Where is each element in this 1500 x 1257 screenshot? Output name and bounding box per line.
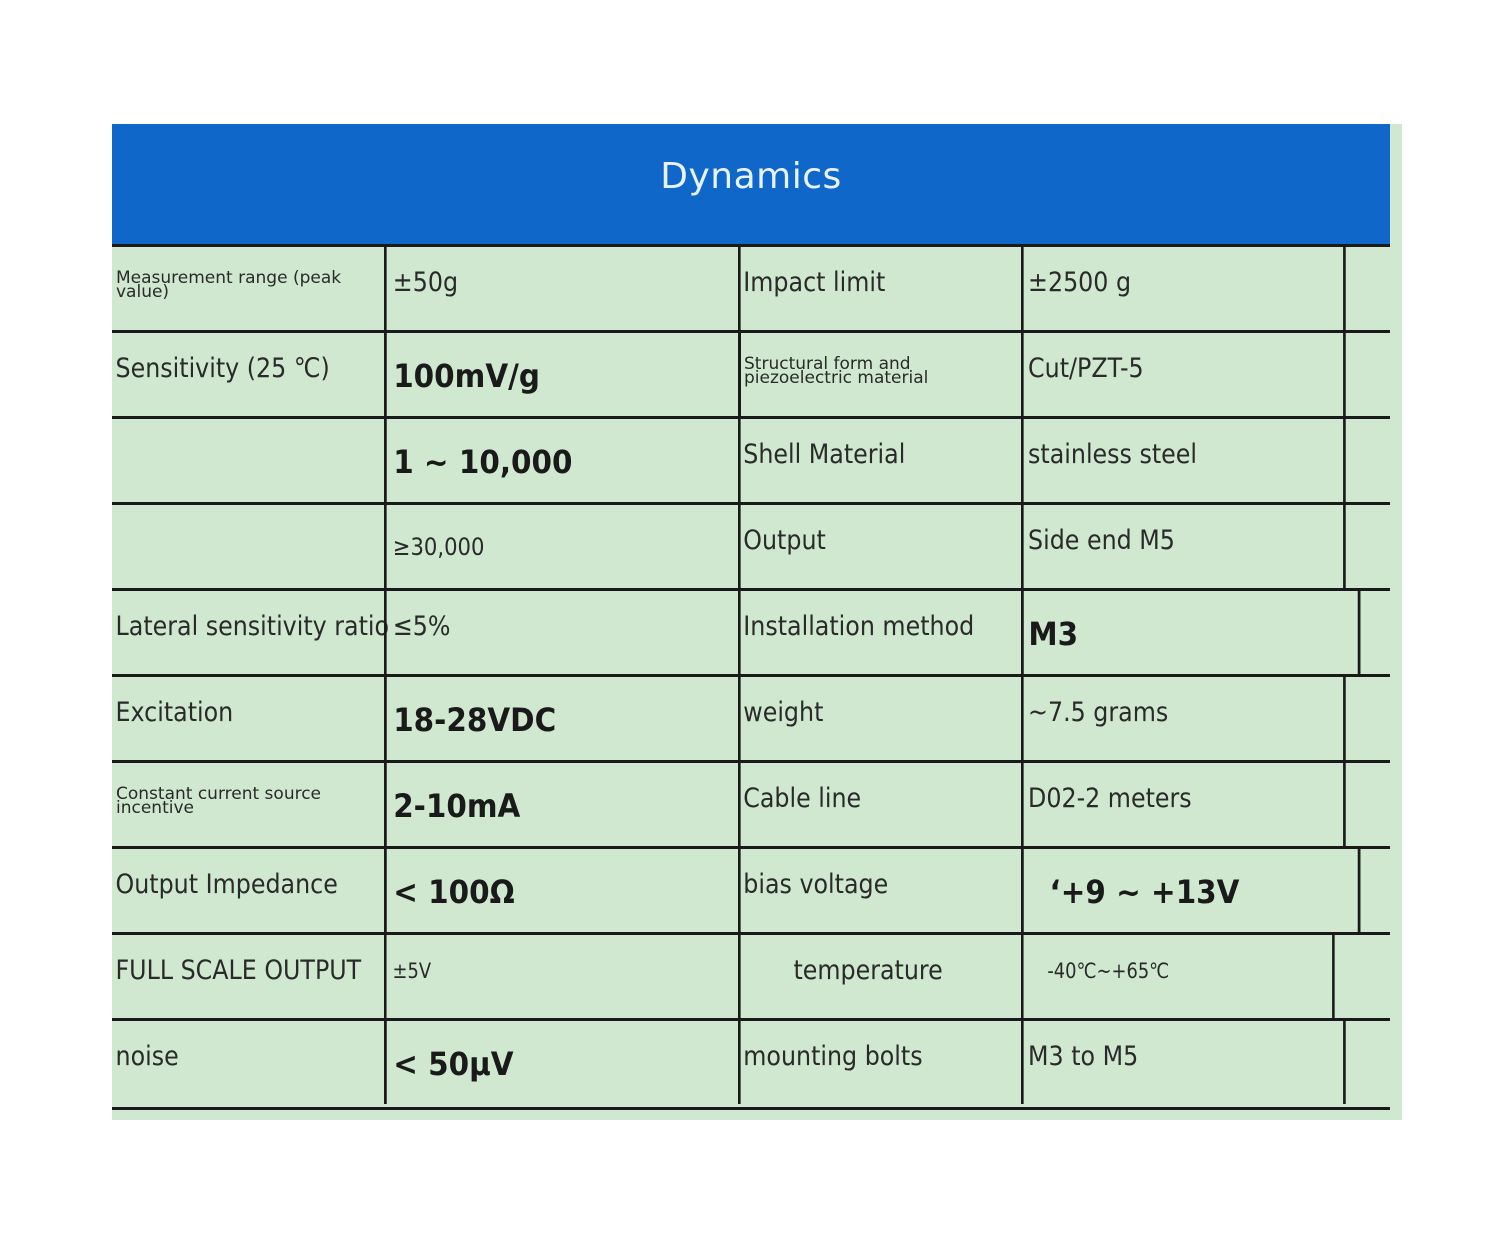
spec-value: 2-10mA: [384, 763, 710, 846]
spec-value: ±2500 g: [1021, 247, 1346, 330]
spec-label: Measurement range (peak value): [116, 268, 342, 302]
spec-label: Sensitivity (25 ℃): [115, 353, 330, 384]
spec-value: M3: [1021, 591, 1360, 674]
table-row: [112, 502, 1390, 588]
spec-label: Structural form and piezoelectric material: [738, 333, 1021, 416]
spec-label: weight: [738, 677, 987, 760]
spec-label: Output Impedance: [115, 869, 338, 900]
spec-value: M3 to M5: [1021, 1021, 1346, 1104]
spec-value: < 50μV: [384, 1021, 710, 1104]
spec-value: 1 ~ 10,000: [384, 419, 710, 502]
spec-sheet: [112, 124, 1402, 1120]
spec-label: [112, 505, 351, 588]
spec-label: noise: [115, 1041, 179, 1072]
spec-value: ≥30,000: [384, 505, 696, 588]
spec-label: Cable line: [738, 763, 987, 846]
spec-label: mounting bolts: [738, 1021, 987, 1104]
spec-value: 18-28VDC: [384, 677, 710, 760]
spec-value: ≤5%: [384, 591, 696, 674]
spec-label: Excitation: [115, 697, 234, 728]
table-row: [112, 416, 1390, 502]
spec-label: Lateral sensitivity ratio: [115, 611, 390, 642]
spec-value: 100mV/g: [384, 333, 710, 416]
spec-value: stainless steel: [1021, 419, 1346, 502]
spec-value: ‘+9 ~ +13V: [1021, 849, 1360, 932]
spec-value: < 100Ω: [384, 849, 710, 932]
spec-value: D02-2 meters: [1021, 763, 1346, 846]
table-row: [112, 244, 1390, 330]
spec-label: [112, 419, 351, 502]
spec-label: bias voltage: [738, 849, 987, 932]
spec-label: Shell Material: [738, 419, 987, 502]
spec-label: Constant current source incentive: [116, 784, 322, 818]
spec-value: -40℃~+65℃: [1021, 935, 1335, 1018]
spec-value: ±5V: [384, 935, 685, 1018]
spec-value: ±50g: [384, 247, 696, 330]
table-row: [112, 674, 1390, 760]
spec-value: Cut/PZT-5: [1021, 333, 1346, 416]
spec-value: ~7.5 grams: [1021, 677, 1346, 760]
table-row: [112, 588, 1390, 674]
table-row: [112, 760, 1390, 846]
table-header: [112, 124, 1390, 244]
spec-label: FULL SCALE OUTPUT: [115, 955, 362, 986]
table-title: Dynamics: [660, 155, 842, 197]
table-row: [112, 846, 1390, 932]
spec-value: Side end M5: [1021, 505, 1346, 588]
table-row: [112, 932, 1390, 1018]
spec-label: Output: [738, 505, 987, 588]
table-row: [112, 1018, 1390, 1104]
spec-label: temperature: [738, 935, 987, 1018]
spec-table: [112, 244, 1390, 1110]
spec-label: Installation method: [738, 591, 987, 674]
spec-label: Impact limit: [738, 247, 987, 330]
table-row: [112, 330, 1390, 416]
